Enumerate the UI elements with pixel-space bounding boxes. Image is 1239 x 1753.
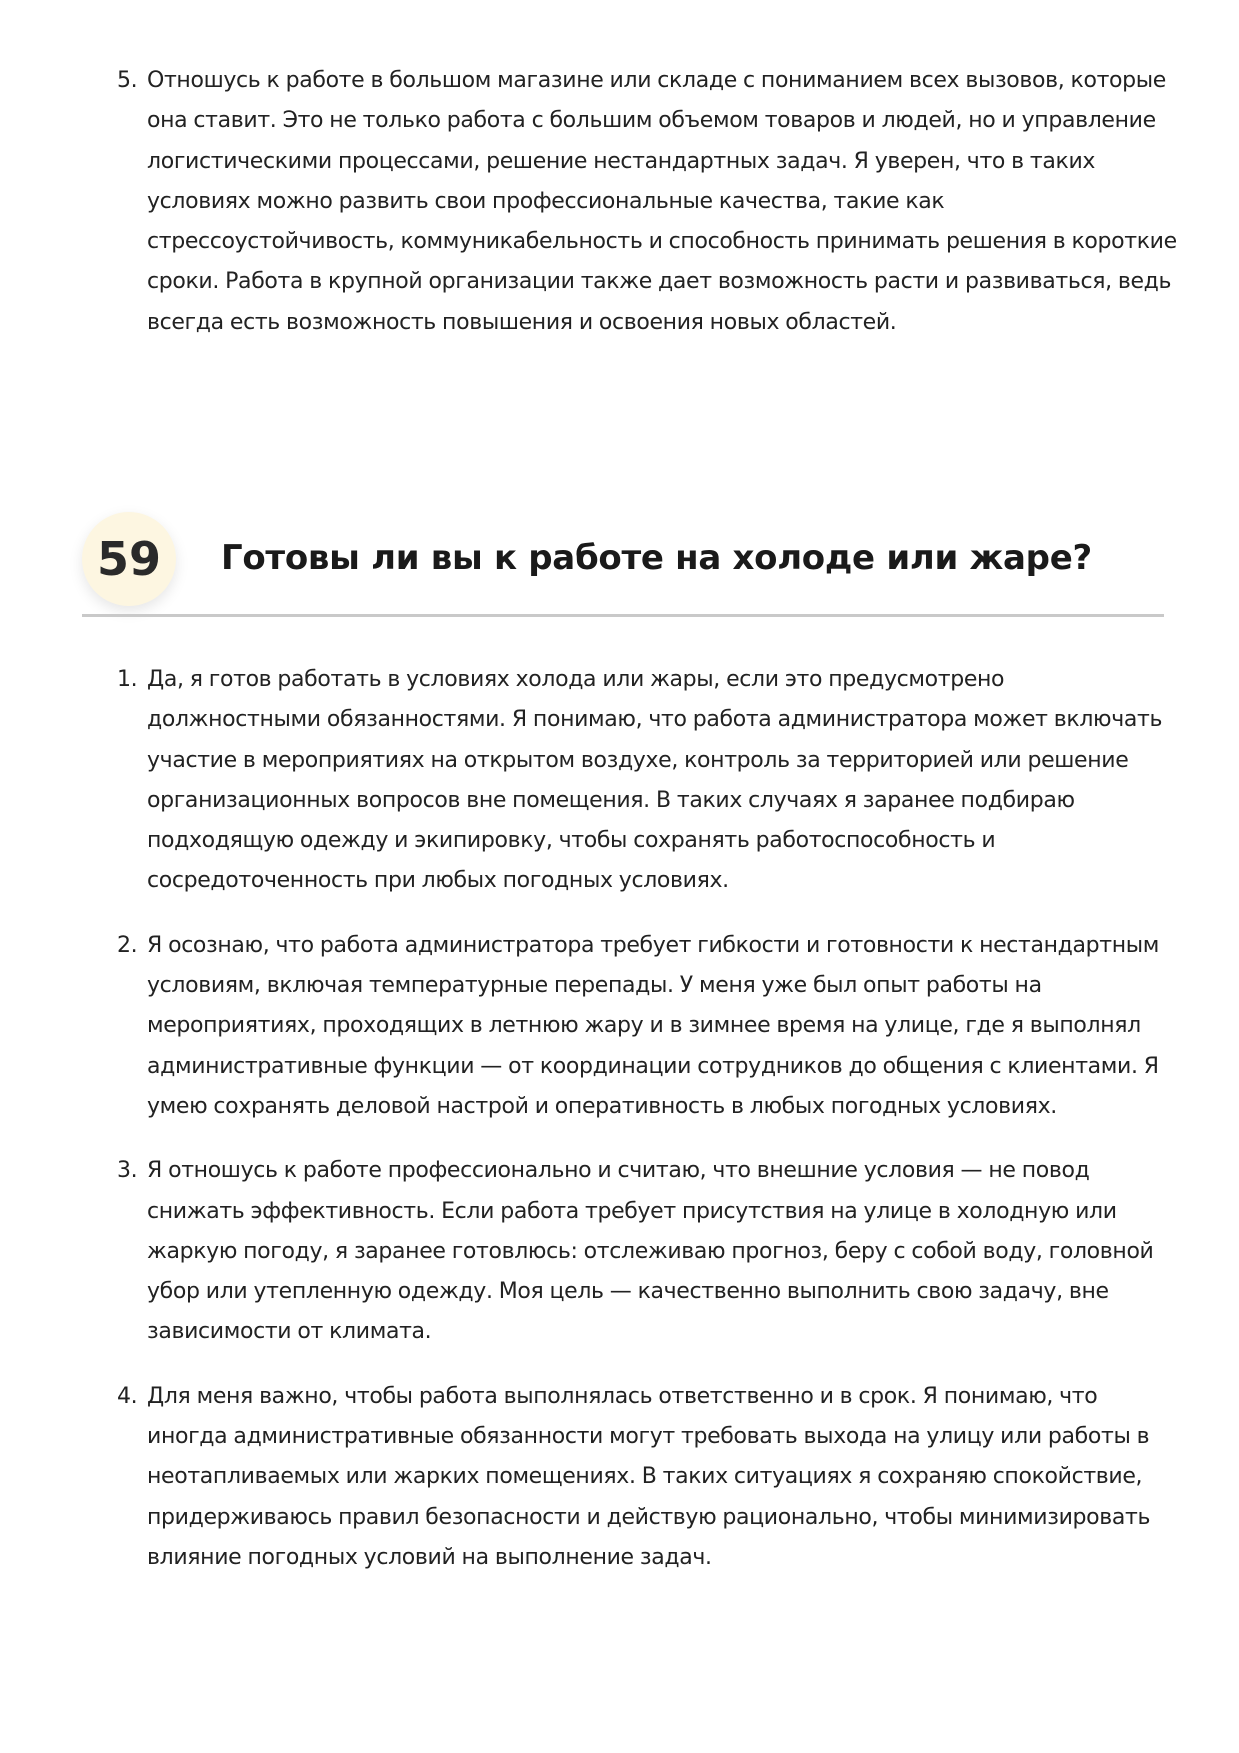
- list-item: [117, 1151, 1177, 1352]
- question-title: Готовы ли вы к работе на холоде или жаре?: [221, 538, 1092, 578]
- list-item-number: 3.: [117, 1158, 138, 1184]
- question-number-badge: 59: [82, 512, 176, 606]
- list-item: [117, 61, 1177, 343]
- list-item-text: Я осознаю, что работа администратора требует гибкости и готовности к нестандартным условиям, включая температурные перепады. У меня уже был опыт работы на мероприятиях, проходящих в летнюю жару и в зимнее время на улице, где я выполнял административные функции — от координации сотрудников до общения с клиентами. Я умею сохранять деловой настрой и оперативность в любых погодных условиях.: [147, 932, 1160, 1119]
- previous-answer-list: [117, 61, 1177, 343]
- list-item-number: 4.: [117, 1383, 138, 1409]
- header-divider: [82, 614, 1164, 617]
- list-item-text: Я отношусь к работе профессионально и считаю, что внешние условия — не повод снижать эффективность. Если работа требует присутствия на улице в холодную или жаркую погоду, я заранее готовлюсь: отслеживаю прогноз, беру с собой воду, головной убор или утепленную одежду. Моя цель — качественно выполнить свою задачу, вне зависимости от климата.: [147, 1158, 1154, 1345]
- list-item-text: Отношусь к работе в большом магазине или складе с пониманием всех вызовов, которые она ставит. Это не только работа с большим объемом товаров и людей, но и управление логистическими процессами, решение нестандартных задач. Я уверен, что в таких условиях можно развить свои профессиональные качества, такие как стрессоустойчивость, коммуникабельность и способность принимать решения в короткие сроки. Работа в крупной организации также дает возможность расти и развиваться, ведь всегда есть возможность повышения и освоения новых областей.: [147, 68, 1177, 335]
- answer-list: [117, 660, 1177, 1578]
- list-item-number: 1.: [117, 667, 138, 692]
- list-item-text: Для меня важно, чтобы работа выполнялась ответственно и в срок. Я понимаю, что иногда административные обязанности могут требовать выхода на улицу или работы в неотапливаемых или жарких помещениях. В таких ситуациях я сохраняю спокойствие, придерживаюсь правил безопасности и действую рационально, чтобы минимизировать влияние погодных условий на выполнение задач.: [147, 1383, 1151, 1570]
- list-item: [117, 1377, 1177, 1578]
- list-item: [117, 660, 1177, 902]
- list-item: [117, 926, 1177, 1127]
- list-item-number: 2.: [117, 932, 138, 958]
- question-header: [82, 508, 1164, 620]
- list-item-number: 5.: [117, 68, 138, 93]
- list-item-text: Да, я готов работать в условиях холода или жары, если это предусмотрено должностными обязанностями. Я понимаю, что работа администратора может включать участие в мероприятиях на открытом воздухе, контроль за территорией или решение организационных вопросов вне помещения. В таких случаях я заранее подбираю подходящую одежду и экипировку, чтобы сохранять работоспособность и сосредоточенность при любых погодных условиях.: [147, 667, 1163, 894]
